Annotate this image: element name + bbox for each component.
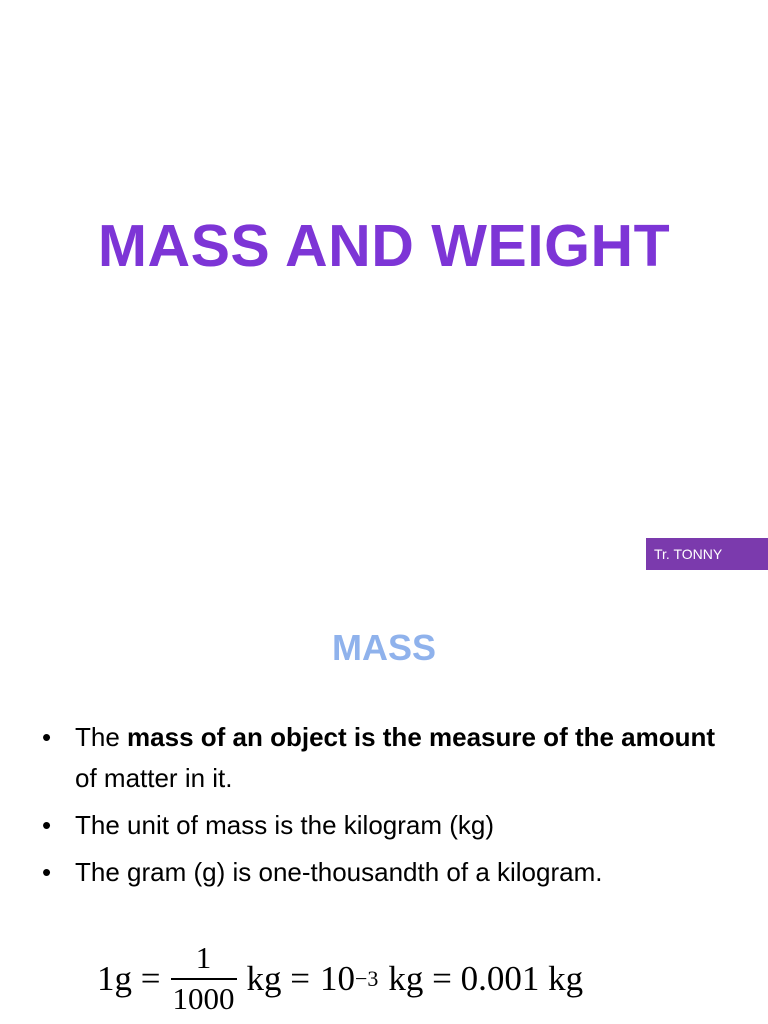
bullet-icon: • (42, 810, 52, 840)
bullet-item-unit (42, 805, 742, 846)
fraction-denominator: 1000 (172, 981, 235, 1016)
formula-result: kg = 0.001 kg (388, 959, 584, 998)
formula-unit-kg: kg = (246, 959, 310, 998)
mass-slide (0, 576, 768, 1024)
formula-lhs: 1g = (97, 959, 161, 998)
fraction-numerator: 1 (195, 940, 212, 976)
bullet-item-gram (42, 852, 742, 893)
conversion-formula (97, 940, 584, 1016)
formula-power-base: 10 (320, 959, 355, 998)
section-heading: MASS (331, 627, 436, 668)
bullet-text-part: The gram (g) is one-thousandth of a kilogram. (75, 857, 603, 887)
bullet-icon: • (42, 857, 52, 887)
bullet-text-part: of matter in it. (75, 763, 233, 793)
bullet-icon: • (42, 722, 52, 752)
formula-fraction (171, 942, 237, 1015)
presentation-title: MASS AND WEIGHT (97, 213, 671, 279)
author-tag: Tr. TONNY (646, 538, 768, 570)
bullet-text-bold: mass of an object is the measure of the amount (127, 722, 716, 752)
bullet-text-part: The (75, 722, 128, 752)
bullet-list (42, 717, 742, 899)
fraction-bar (171, 978, 237, 980)
bullet-text-part: The unit of mass is the kilogram (kg) (75, 810, 495, 840)
formula-power-exponent: −3 (355, 966, 379, 991)
bullet-item-definition (42, 717, 742, 799)
